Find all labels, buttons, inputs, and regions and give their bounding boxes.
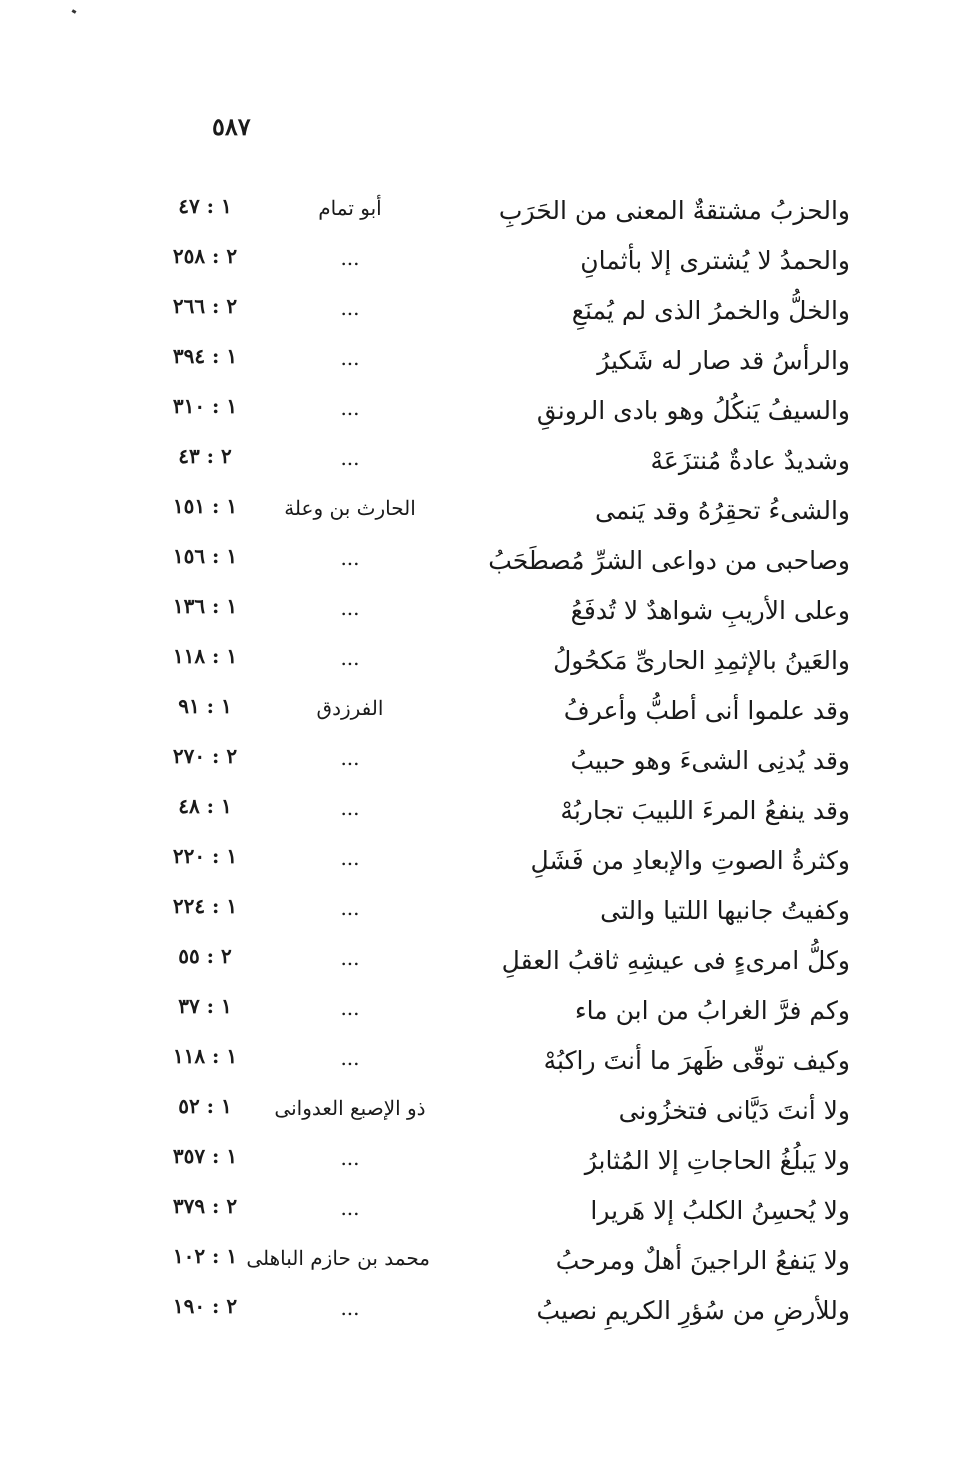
poet-name: ...: [340, 746, 360, 770]
volume-page-reference: ١ : ١٥٦: [172, 544, 238, 568]
index-row: [150, 990, 850, 1040]
volume-page-reference: ١ : ٣٧: [178, 994, 232, 1018]
volume-page-reference: ٢ : ٥٥: [178, 944, 232, 968]
index-row: [150, 840, 850, 890]
poet-name: الفرزدق: [316, 696, 384, 720]
volume-page-reference: ٢ : ٢٥٨: [172, 244, 238, 268]
index-row: [150, 440, 850, 490]
verse-text: والحمدُ لا يُشترى إلا بأثمانِ: [580, 246, 850, 275]
poet-name: ...: [340, 646, 360, 670]
verse-text: ولا يَنفعُ الراجينَ أهلٌ ومرحبُ: [555, 1246, 850, 1275]
volume-page-reference: ٢ : ٢٦٦: [172, 294, 238, 318]
index-row: [150, 640, 850, 690]
volume-page-reference: ١ : ٣٥٧: [172, 1144, 238, 1168]
poet-name: ...: [340, 546, 360, 570]
index-row: [150, 290, 850, 340]
verse-text: ولا يَبلُغُ الحاجاتِ إلا المُثابرُ: [584, 1146, 850, 1175]
poet-name: ...: [340, 1296, 360, 1320]
volume-page-reference: ١ : ٤٧: [178, 194, 232, 218]
verse-text: وكم فرَّ الغرابُ من ابن ماء: [574, 996, 850, 1025]
verse-text: وكثرةُ الصوتِ والإبعادِ من فَشَلِ: [530, 846, 850, 875]
index-row: [150, 1140, 850, 1190]
verse-text: وللأرضِ من سُؤرِ الكريمِ نصيبُ: [536, 1296, 850, 1325]
index-row: [150, 1240, 850, 1290]
verse-text: وشديدٌ عادةٌ مُنتزَعَهْ: [650, 446, 850, 475]
index-row: [150, 490, 850, 540]
volume-page-reference: ١ : ١٠٢: [172, 1244, 238, 1268]
index-row: [150, 340, 850, 390]
index-row: [150, 590, 850, 640]
volume-page-reference: ١ : ٩١: [178, 694, 232, 718]
volume-page-reference: ٢ : ٢٧٠: [172, 744, 238, 768]
volume-page-reference: ٢ : ١٩٠: [172, 1294, 238, 1318]
volume-page-reference: ١ : ٣١٠: [172, 394, 238, 418]
verse-text: ولا أنتَ دَيَّانى فتخزُونى: [618, 1096, 850, 1125]
volume-page-reference: ١ : ٣٩٤: [172, 344, 238, 368]
volume-page-reference: ٢ : ٣٧٩: [172, 1194, 238, 1218]
poet-name: ...: [340, 346, 360, 370]
volume-page-reference: ١ : ٢٢٠: [172, 844, 238, 868]
poet-name: ...: [340, 1196, 360, 1220]
volume-page-reference: ١ : ٢٢٤: [172, 894, 238, 918]
verse-text: ولا يُحسِنُ الكلبُ إلا هَريرا: [590, 1196, 850, 1225]
verse-text: وقد يُدنِى الشىءَ وهو حبيبُ: [570, 746, 850, 775]
verse-text: وكيف توقّى ظَهرَ ما أنتَ راكبُهْ: [543, 1046, 850, 1075]
index-row: [150, 690, 850, 740]
index-row: [150, 1290, 850, 1340]
volume-page-reference: ٢ : ٤٣: [178, 444, 232, 468]
page-number: ٥٨٧: [212, 112, 251, 141]
verse-text: وصاحبى من دواعى الشرِّ مُصطَحَبُ: [488, 546, 850, 575]
index-row: [150, 1040, 850, 1090]
index-row: [150, 1090, 850, 1140]
poet-name: الحارث بن وعلة: [284, 496, 416, 520]
index-row: [150, 390, 850, 440]
verse-text: والرأسُ قد صار له شَكيرُ: [597, 346, 850, 375]
volume-page-reference: ١ : ٥٢: [178, 1094, 232, 1118]
poet-name: ...: [340, 596, 360, 620]
poet-name: ...: [340, 1046, 360, 1070]
verse-text: وقد علموا أنى أطبُّ وأعرفُ: [563, 696, 850, 725]
volume-page-reference: ١ : ٤٨: [178, 794, 232, 818]
poet-name: ...: [340, 946, 360, 970]
index-row: [150, 740, 850, 790]
poet-name: ...: [340, 246, 360, 270]
volume-page-reference: ١ : ١٣٦: [172, 594, 238, 618]
verse-text: وكفيتُ جانيها اللتيا والتى: [600, 896, 850, 925]
poet-name: ...: [340, 446, 360, 470]
verse-text: والشىءُ تحقِرُهُ وقد يَنمى: [595, 496, 850, 525]
poet-name: ...: [340, 296, 360, 320]
poet-name: ...: [340, 896, 360, 920]
index-row: [150, 790, 850, 840]
index-row: [150, 240, 850, 290]
index-row: [150, 890, 850, 940]
index-row: [150, 940, 850, 990]
poet-name: محمد بن حازم الباهلى: [246, 1246, 430, 1270]
verse-text: والعَينُ بالإثمِدِ الحارىِّ مَكحُولُ: [553, 646, 850, 675]
poet-name: ...: [340, 846, 360, 870]
poet-name: ...: [340, 996, 360, 1020]
volume-page-reference: ١ : ١٥١: [172, 494, 238, 518]
poet-name: ...: [340, 796, 360, 820]
verse-text: والخلُّ والخمرُ الذى لم يُمنَعِ: [571, 296, 850, 325]
index-row: [150, 1190, 850, 1240]
poet-name: ...: [340, 396, 360, 420]
poet-name: ...: [340, 1146, 360, 1170]
verse-text: والحزبُ مشتقةٌ المعنى من الحَرَبِ: [498, 196, 850, 225]
verse-text: والسيفُ يَنكُلُ وهو بادى الرونقِ: [536, 396, 850, 425]
verse-text: وكلُّ امرىءٍ فى عيشِهِ ثاقبُ العقلِ: [501, 946, 850, 975]
poet-name: ذو الإصبع العدوانى: [274, 1096, 426, 1120]
poet-name: أبو تمام: [318, 196, 382, 220]
index-row: [150, 190, 850, 240]
volume-page-reference: ١ : ١١٨: [172, 1044, 238, 1068]
verse-text: وقد ينفعُ المرءَ اللبيبَ تجاربُهْ: [560, 796, 850, 825]
scan-mark: [72, 9, 77, 14]
verse-text: وعلى الأريبِ شواهدٌ لا تُدفَعُ: [570, 596, 850, 625]
index-row: [150, 540, 850, 590]
volume-page-reference: ١ : ١١٨: [172, 644, 238, 668]
verse-index-table: [150, 190, 850, 1340]
